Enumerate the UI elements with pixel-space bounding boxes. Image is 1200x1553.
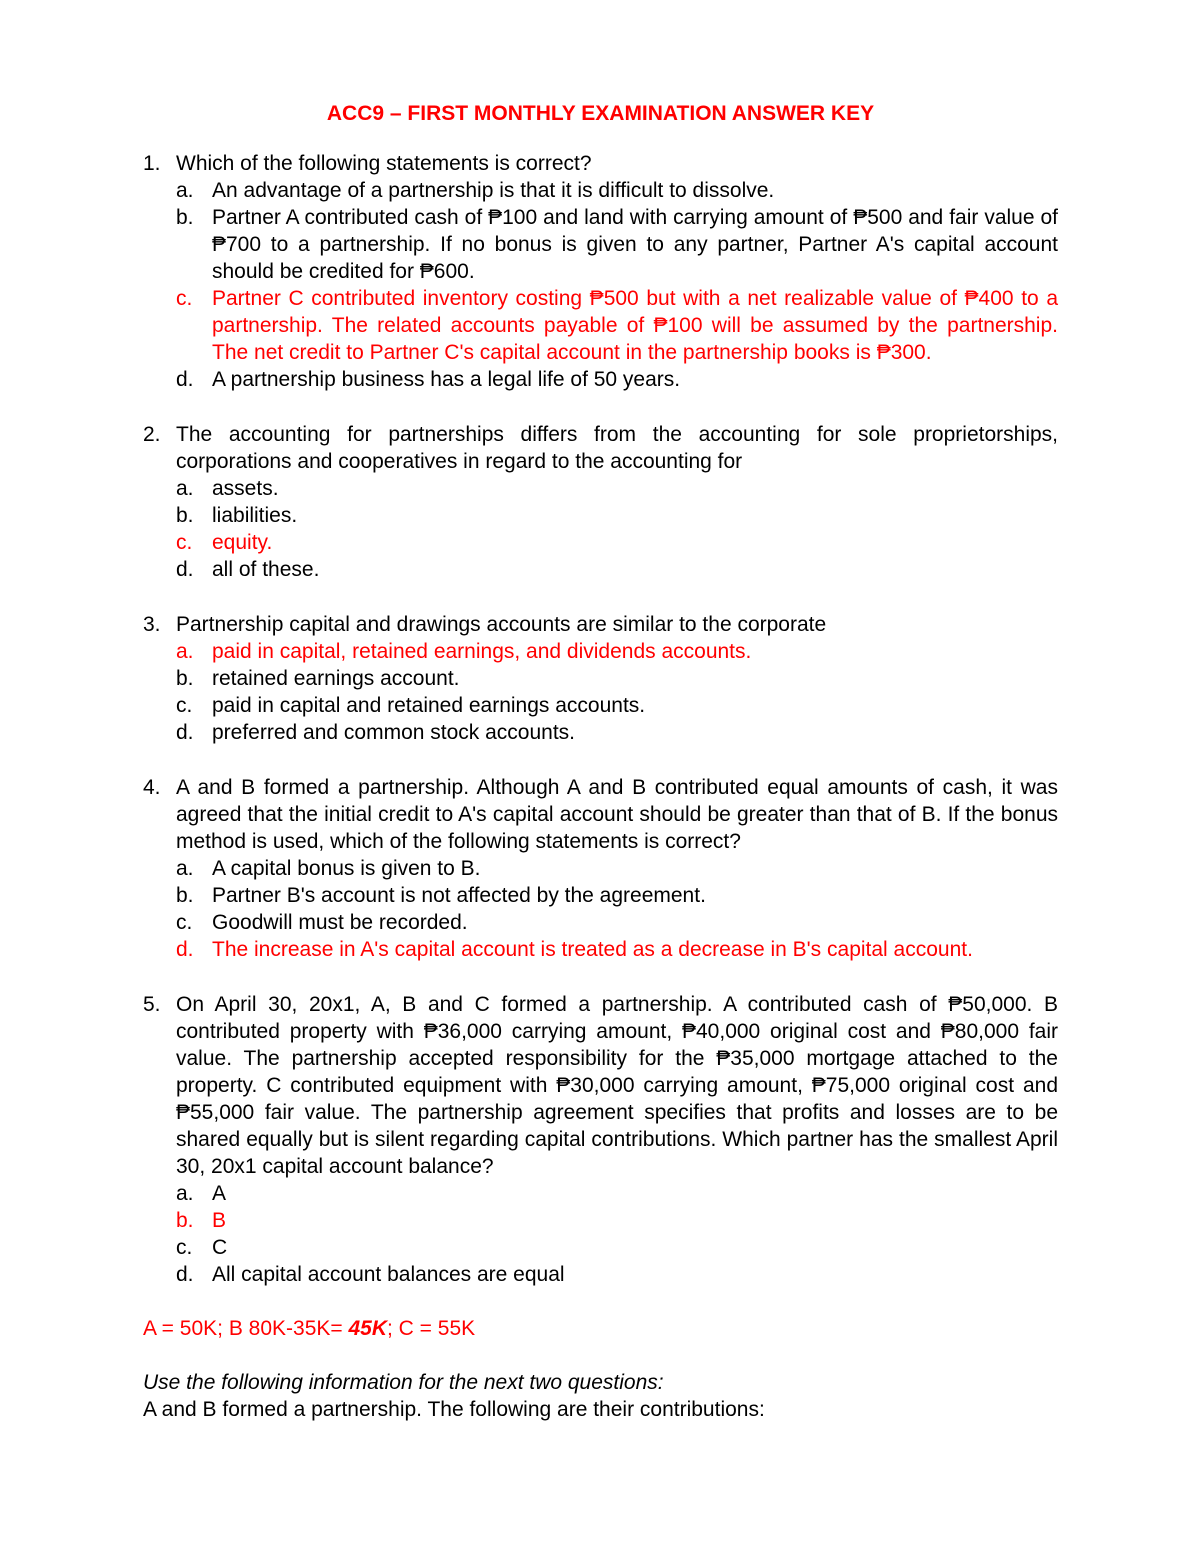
answer-option: [176, 882, 1058, 909]
question-body: [176, 611, 1058, 746]
answer-option: [176, 502, 1058, 529]
question-body: [176, 421, 1058, 583]
answer-option: [176, 556, 1058, 583]
question-body: [176, 991, 1058, 1288]
option-letter: b.: [176, 1209, 194, 1232]
option-letter: c.: [176, 911, 193, 934]
option-text: Partner C contributed inventory costing ₱500 but with a net realizable value of ₱400 to a partnership. The related accounts payable of ₱100 will be assumed by the partnership. The net credit to Partner C's capital account in the partnership books is ₱300.: [212, 287, 1058, 364]
option-letter: a.: [176, 1182, 194, 1205]
option-text: equity.: [212, 531, 273, 554]
answer-option-correct: [176, 936, 1058, 963]
answer-option: [176, 909, 1058, 936]
question-spacer: [143, 393, 1058, 421]
answer-option: [176, 1261, 1058, 1288]
option-letter: b.: [176, 667, 194, 690]
option-text: retained earnings account.: [212, 667, 460, 690]
option-letter: a.: [176, 857, 194, 880]
question-item: [143, 774, 1058, 963]
question-text: A and B formed a partnership. Although A and B contributed equal amounts of cash, it was agreed that the initial credit to A's capital account should be greater than that of B. If the bonus method is used, which of the following statements is correct?: [176, 776, 1058, 853]
option-letter: c.: [176, 531, 193, 554]
option-letter: b.: [176, 884, 194, 907]
option-letter: b.: [176, 206, 194, 229]
question-number: 1.: [143, 152, 161, 175]
computation-note: [143, 1315, 1058, 1342]
question-number: 2.: [143, 423, 161, 446]
option-letter: d.: [176, 558, 194, 581]
option-text: A: [212, 1182, 227, 1205]
answer-option: [176, 204, 1058, 285]
option-text: paid in capital and retained earnings accounts.: [212, 694, 646, 717]
answer-option: [176, 1180, 1058, 1207]
option-letter: a.: [176, 179, 194, 202]
page-title: ACC9 – FIRST MONTHLY EXAMINATION ANSWER KEY: [326, 102, 875, 125]
option-text: all of these.: [212, 558, 320, 581]
closing-line: A and B formed a partnership. The following are their contributions:: [143, 1398, 765, 1421]
computation-emphasis: 45K: [348, 1317, 388, 1340]
option-text: C: [212, 1236, 228, 1259]
answer-option-correct: [176, 638, 1058, 665]
question-item: [143, 150, 1058, 393]
answer-option-correct: [176, 285, 1058, 366]
question-item: [143, 991, 1058, 1288]
question-spacer: [143, 583, 1058, 611]
computation-part2: ; C = 55K: [387, 1317, 476, 1340]
question-item: [143, 421, 1058, 583]
question-text: Which of the following statements is correct?: [176, 152, 592, 175]
question-number: 5.: [143, 993, 161, 1016]
question-list: [143, 150, 1058, 1288]
option-text: Partner A contributed cash of ₱100 and land with carrying amount of ₱500 and fair value of ₱700 to a partnership. If no bonus is given to any partner, Partner A's capital account should be credited for ₱600.: [212, 206, 1058, 283]
option-letter: d.: [176, 938, 194, 961]
option-letter: a.: [176, 640, 194, 663]
option-letter: c.: [176, 287, 193, 310]
option-text: liabilities.: [212, 504, 298, 527]
option-text: The increase in A's capital account is treated as a decrease in B's capital account.: [212, 938, 973, 961]
answer-option: [176, 177, 1058, 204]
option-text: assets.: [212, 477, 279, 500]
answer-option: [176, 692, 1058, 719]
answer-option: [176, 665, 1058, 692]
answer-option: [176, 1234, 1058, 1261]
option-text: A partnership business has a legal life of 50 years.: [212, 368, 681, 391]
answer-option: [176, 475, 1058, 502]
question-item: [143, 611, 1058, 746]
option-letter: d.: [176, 368, 194, 391]
option-text: All capital account balances are equal: [212, 1263, 565, 1286]
question-body: [176, 774, 1058, 963]
computation-part1: A = 50K; B 80K-35K=: [143, 1317, 349, 1340]
option-text: Partner B's account is not affected by the agreement.: [212, 884, 706, 907]
option-text: B: [212, 1209, 227, 1232]
option-letter: a.: [176, 477, 194, 500]
answer-option: [176, 366, 1058, 393]
question-text: Partnership capital and drawings accounts are similar to the corporate: [176, 613, 827, 636]
option-letter: d.: [176, 1263, 194, 1286]
option-letter: b.: [176, 504, 194, 527]
answer-option: [176, 855, 1058, 882]
option-text: An advantage of a partnership is that it is difficult to dissolve.: [212, 179, 775, 202]
question-body: [176, 150, 1058, 393]
question-text: On April 30, 20x1, A, B and C formed a partnership. A contributed cash of ₱50,000. B contributed property with ₱36,000 carrying amount, ₱40,000 original cost and ₱80,000 fair value. The partnership accepted responsibility for the ₱35,000 mortgage attached to the property. C contributed equipment with ₱30,000 carrying amount, ₱75,000 original cost and ₱55,000 fair value. The partnership agreement specifies that profits and losses are to be shared equally but is silent regarding capital contributions. Which partner has the smallest April 30, 20x1 capital account balance?: [176, 993, 1058, 1178]
answer-option: [176, 719, 1058, 746]
question-number: 4.: [143, 776, 161, 799]
option-text: A capital bonus is given to B.: [212, 857, 481, 880]
question-spacer: [143, 963, 1058, 991]
option-letter: d.: [176, 721, 194, 744]
option-text: preferred and common stock accounts.: [212, 721, 576, 744]
answer-option-correct: [176, 529, 1058, 556]
option-letter: c.: [176, 694, 193, 717]
intro-note: Use the following information for the next two questions:: [143, 1371, 664, 1394]
option-text: Goodwill must be recorded.: [212, 911, 468, 934]
question-text: The accounting for partnerships differs from the accounting for sole proprietorships, corporations and cooperatives in regard to the accounting for: [176, 423, 1058, 473]
question-number: 3.: [143, 613, 161, 636]
question-spacer: [143, 746, 1058, 774]
option-text: paid in capital, retained earnings, and dividends accounts.: [212, 640, 752, 663]
option-letter: c.: [176, 1236, 193, 1259]
answer-option-correct: [176, 1207, 1058, 1234]
